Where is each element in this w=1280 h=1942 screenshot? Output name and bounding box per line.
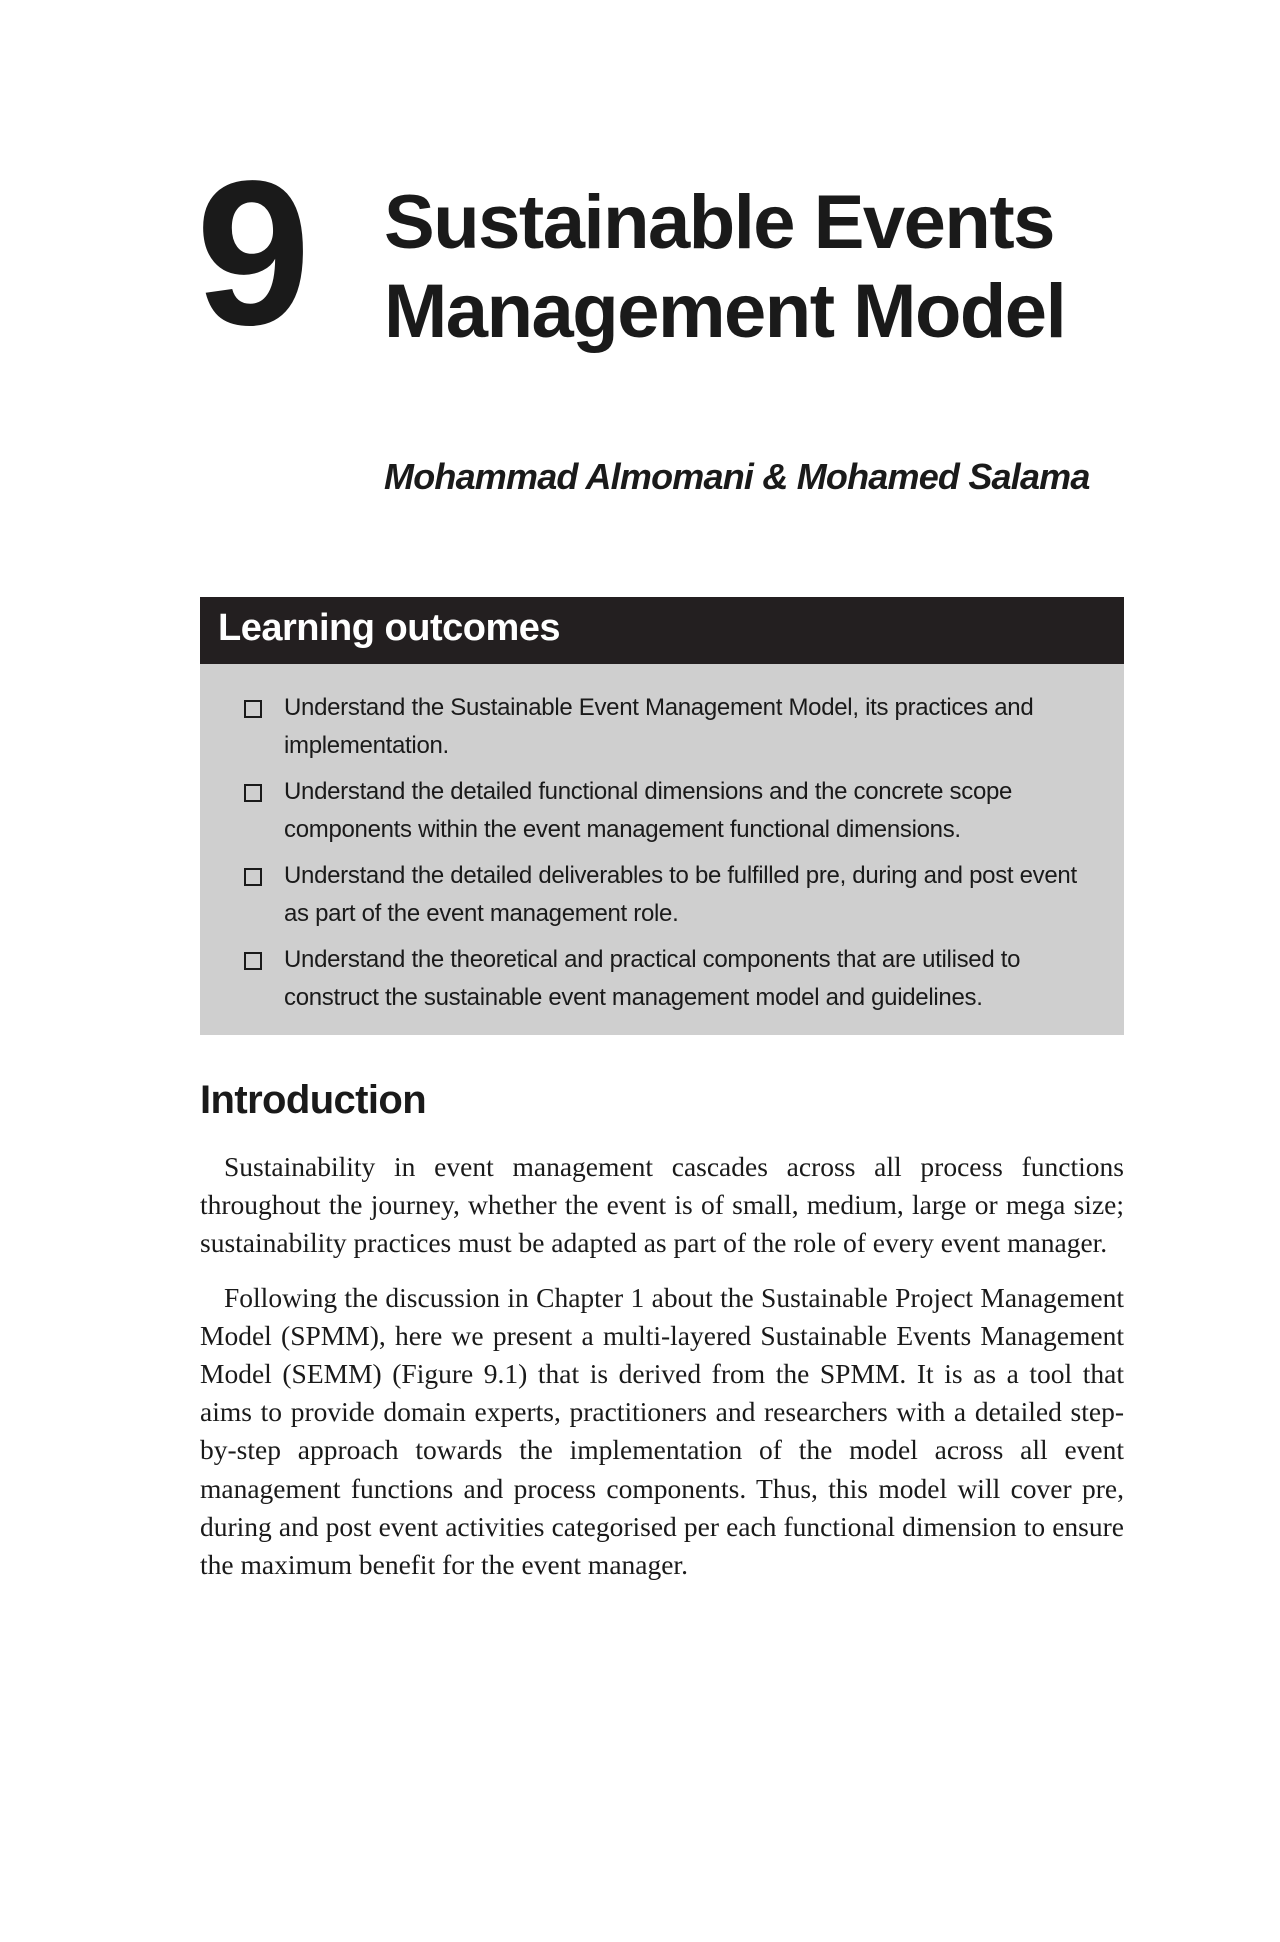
learning-outcomes-box — [200, 597, 1124, 1035]
checkbox-icon — [244, 784, 262, 802]
chapter-title-line-2: Management Model — [384, 269, 1066, 354]
checkbox-icon — [244, 952, 262, 970]
checkbox-icon — [244, 700, 262, 718]
learning-outcomes-heading: Learning outcomes — [200, 597, 1124, 664]
learning-outcome-item — [242, 773, 1084, 849]
introduction-body — [200, 1148, 1124, 1600]
introduction-heading: Introduction — [200, 1078, 427, 1122]
body-paragraph-1: Sustainability in event management cascades across all process functions throughout the journey, whether the event is of small, medium, large or mega size; sustainability practices must be adapted as part of the role of every event manager. — [200, 1151, 1124, 1259]
learning-outcomes-list — [200, 664, 1124, 1017]
learning-outcome-text: Understand the detailed functional dimensions and the concrete scope components within the event management functional dimensions. — [284, 778, 1013, 843]
learning-outcome-item — [242, 941, 1084, 1017]
chapter-title-line-1: Sustainable Events — [384, 180, 1054, 265]
checkbox-icon — [244, 868, 262, 886]
learning-outcome-text: Understand the theoretical and practical components that are utilised to construct the sustainable event management model and guidelines. — [284, 946, 1021, 1011]
chapter-title — [384, 178, 1144, 356]
learning-outcome-text: Understand the detailed deliverables to be fulfilled pre, during and post event as part of the event management role. — [284, 862, 1077, 927]
chapter-authors: Mohammad Almomani & Mohamed Salama — [384, 456, 1090, 497]
learning-outcome-item — [242, 857, 1084, 933]
body-paragraph-2: Following the discussion in Chapter 1 about the Sustainable Project Management Model (SPMM), here we present a multi-layered Sustainable Events Management Model (SEMM) (Figure 9.1) that is derived from the SPMM. It is as a tool that aims to provide domain experts, practitioners and researchers with a detailed step-by-step approach towards the implementation of the model across all event management functions and process components. Thus, this model will cover pre, during and post event activities categorised per each functional dimension to ensure the maximum benefit for the event manager. — [200, 1281, 1124, 1581]
chapter-number: 9 — [196, 138, 305, 368]
learning-outcome-text: Understand the Sustainable Event Management Model, its practices and implementation. — [284, 694, 1034, 759]
learning-outcome-item — [242, 689, 1084, 765]
